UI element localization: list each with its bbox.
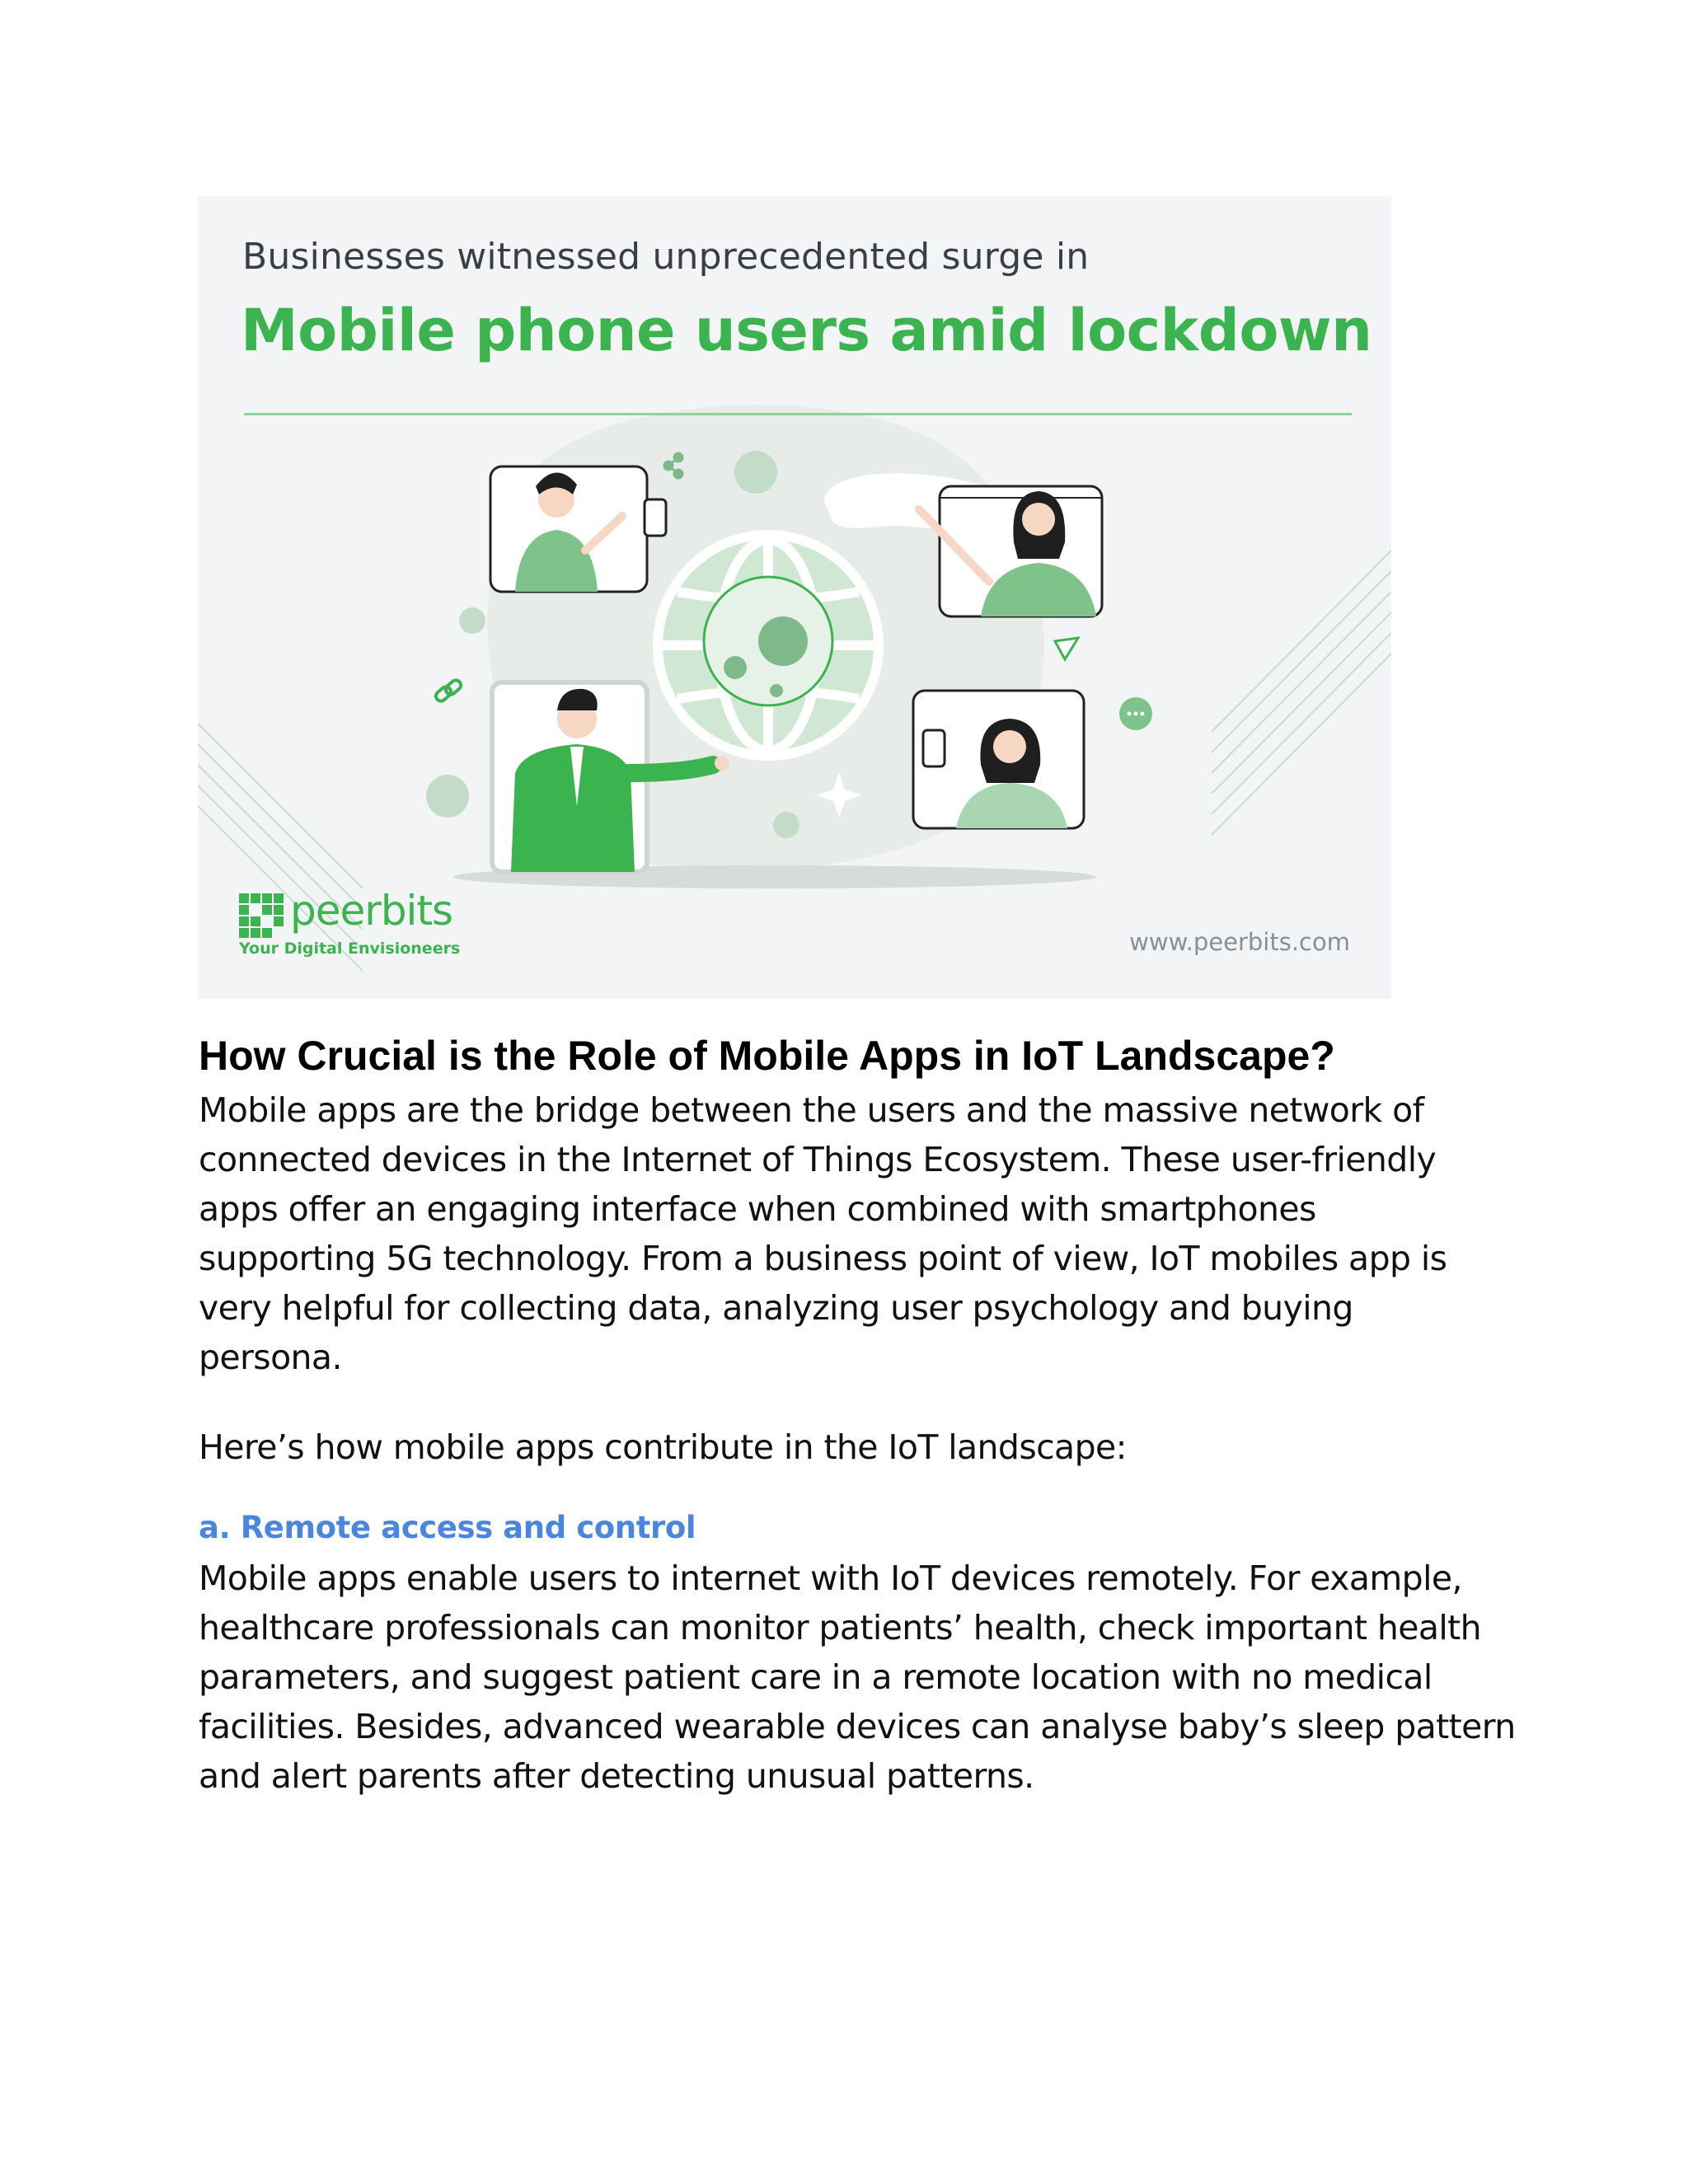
chat-bubble-icon bbox=[1119, 697, 1152, 730]
peerbits-logo-icon bbox=[239, 893, 284, 938]
section-heading-remote-access: a. Remote access and control bbox=[199, 1510, 696, 1545]
intro-line: apps offer an engaging interface when combined with smartphones bbox=[199, 1189, 1316, 1229]
banner-kicker-text: Businesses witnessed unprecedented surge in bbox=[242, 236, 1090, 278]
section-line: Mobile apps enable users to internet with IoT devices remotely. For example, bbox=[199, 1558, 1462, 1598]
hatch-decoration-right bbox=[1212, 551, 1391, 835]
banner-divider bbox=[244, 413, 1352, 415]
link-icon bbox=[434, 678, 462, 703]
intro-line: supporting 5G technology. From a business point of view, IoT mobiles app is bbox=[199, 1239, 1447, 1278]
hero-banner-image bbox=[198, 196, 1391, 999]
globe-icon bbox=[653, 530, 884, 761]
intro-paragraph bbox=[199, 1085, 1517, 1382]
video-call-frame-bottom-right bbox=[913, 691, 1084, 828]
article-heading: How Crucial is the Role of Mobile Apps in IoT Landscape? bbox=[199, 1033, 1335, 1079]
banner-title: Mobile phone users amid lockdown bbox=[241, 297, 1372, 364]
section-line: and alert parents after detecting unusual patterns. bbox=[199, 1756, 1034, 1796]
brand-tagline: Your Digital Envisioneers bbox=[239, 940, 461, 958]
section-line: facilities. Besides, advanced wearable devices can analyse baby’s sleep pattern bbox=[199, 1707, 1516, 1746]
video-call-frame-top-left bbox=[490, 466, 666, 592]
lead-in-line: Here’s how mobile apps contribute in the IoT landscape: bbox=[199, 1427, 1127, 1467]
intro-line: very helpful for collecting data, analyzing user psychology and buying bbox=[199, 1288, 1353, 1328]
intro-line: persona. bbox=[199, 1338, 342, 1377]
paper-plane-icon bbox=[1055, 638, 1078, 659]
intro-line: connected devices in the Internet of Things Ecosystem. These user-friendly bbox=[199, 1140, 1437, 1179]
section-line: healthcare professionals can monitor patients’ health, check important health bbox=[199, 1608, 1482, 1647]
brand-name: peerbits bbox=[290, 887, 453, 935]
section-line: parameters, and suggest patient care in a remote location with no medical bbox=[199, 1657, 1432, 1697]
lead-in-paragraph bbox=[199, 1422, 1517, 1472]
video-call-frame-top-right bbox=[919, 486, 1102, 616]
section-paragraph bbox=[199, 1554, 1517, 1801]
website-url: www.peerbits.com bbox=[1129, 928, 1350, 956]
intro-line: Mobile apps are the bridge between the users and the massive network of bbox=[199, 1090, 1424, 1130]
